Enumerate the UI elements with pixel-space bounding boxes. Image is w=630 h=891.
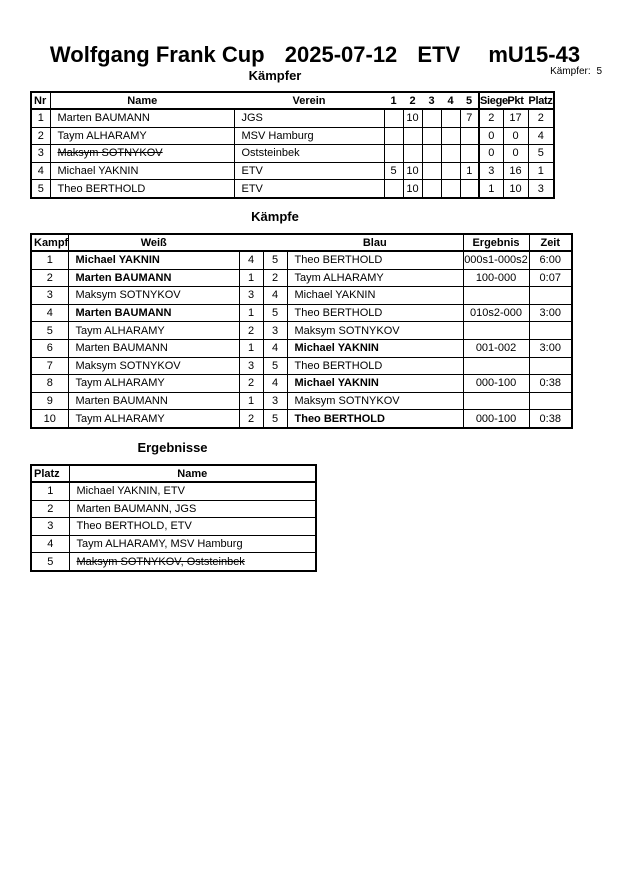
table-row bbox=[31, 269, 572, 287]
zeit-cell bbox=[529, 287, 572, 305]
col-header-verein: Verein bbox=[234, 92, 384, 109]
weiss-nr-cell: 1 bbox=[239, 304, 263, 322]
table-row bbox=[31, 392, 572, 410]
kaempfe-table bbox=[30, 233, 573, 429]
ergebnis-cell bbox=[463, 357, 529, 375]
weiss-cell: Maksym SOTNYKOV bbox=[68, 357, 239, 375]
platz-cell: 1 bbox=[31, 482, 69, 500]
table-row bbox=[31, 482, 316, 500]
ergebnisse-header-row bbox=[31, 465, 316, 482]
title-club: ETV bbox=[417, 42, 461, 67]
score-cell bbox=[422, 109, 441, 127]
name-cell: Michael YAKNIN, ETV bbox=[69, 482, 316, 500]
platz-cell: 4 bbox=[528, 127, 554, 145]
verein-cell: JGS bbox=[234, 109, 384, 127]
platz-cell: 5 bbox=[528, 145, 554, 163]
nr-cell: 3 bbox=[31, 145, 50, 163]
table-row bbox=[31, 553, 316, 571]
table-row bbox=[31, 535, 316, 553]
table-row bbox=[31, 162, 554, 180]
score-cell: 1 bbox=[460, 162, 479, 180]
weiss-cell: Taym ALHARAMY bbox=[68, 410, 239, 428]
siege-cell: 1 bbox=[479, 180, 503, 198]
table-row bbox=[31, 287, 572, 305]
score-cell: 5 bbox=[384, 162, 403, 180]
score-cell bbox=[441, 162, 460, 180]
kampf-cell: 7 bbox=[31, 357, 68, 375]
name-cell: Theo BERTHOLD bbox=[50, 180, 234, 198]
zeit-cell bbox=[529, 322, 572, 340]
col-header-zeit: Zeit bbox=[529, 234, 572, 251]
ergebnis-cell: 000-100 bbox=[463, 375, 529, 393]
platz-cell: 2 bbox=[31, 500, 69, 518]
kaempfer-header-row bbox=[31, 92, 554, 109]
score-cell bbox=[422, 180, 441, 198]
blau-cell: Theo BERTHOLD bbox=[287, 410, 463, 428]
score-cell: 10 bbox=[403, 162, 422, 180]
score-cell bbox=[441, 145, 460, 163]
score-cell bbox=[460, 180, 479, 198]
score-cell bbox=[441, 127, 460, 145]
table-row bbox=[31, 357, 572, 375]
platz-cell: 2 bbox=[528, 109, 554, 127]
kampf-cell: 10 bbox=[31, 410, 68, 428]
score-cell bbox=[384, 180, 403, 198]
col-header-nr: Nr bbox=[31, 92, 50, 109]
blau-cell: Michael YAKNIN bbox=[287, 339, 463, 357]
table-row bbox=[31, 145, 554, 163]
zeit-cell: 3:00 bbox=[529, 304, 572, 322]
kaempfer-table bbox=[30, 91, 555, 199]
page-title bbox=[0, 42, 630, 68]
score-cell bbox=[384, 145, 403, 163]
blau-cell: Michael YAKNIN bbox=[287, 287, 463, 305]
col-header-blau: Blau bbox=[287, 234, 463, 251]
siege-cell: 3 bbox=[479, 162, 503, 180]
weiss-nr-cell: 3 bbox=[239, 357, 263, 375]
weiss-nr-cell: 2 bbox=[239, 375, 263, 393]
name-cell: Maksym SOTNYKOV bbox=[50, 145, 234, 163]
kampf-cell: 3 bbox=[31, 287, 68, 305]
table-row bbox=[31, 180, 554, 198]
blau-cell: Maksym SOTNYKOV bbox=[287, 322, 463, 340]
blau-cell: Theo BERTHOLD bbox=[287, 304, 463, 322]
weiss-cell: Marten BAUMANN bbox=[68, 304, 239, 322]
ergebnis-cell: 000-100 bbox=[463, 410, 529, 428]
title-category: mU15-43 bbox=[488, 42, 581, 67]
table-row bbox=[31, 251, 572, 269]
weiss-cell: Marten BAUMANN bbox=[68, 392, 239, 410]
name-cell: Michael YAKNIN bbox=[50, 162, 234, 180]
ergebnis-cell bbox=[463, 392, 529, 410]
col-header-round-1: 1 bbox=[384, 92, 403, 109]
col-header-round-4: 4 bbox=[441, 92, 460, 109]
weiss-nr-cell: 2 bbox=[239, 322, 263, 340]
weiss-cell: Michael YAKNIN bbox=[68, 251, 239, 269]
weiss-cell: Maksym SOTNYKOV bbox=[68, 287, 239, 305]
verein-cell: MSV Hamburg bbox=[234, 127, 384, 145]
weiss-nr-cell: 4 bbox=[239, 251, 263, 269]
score-cell bbox=[384, 109, 403, 127]
nr-cell: 2 bbox=[31, 127, 50, 145]
ergebnis-cell: 010s2-000 bbox=[463, 304, 529, 322]
verein-cell: ETV bbox=[234, 180, 384, 198]
table-row bbox=[31, 127, 554, 145]
table-row bbox=[31, 339, 572, 357]
blau-nr-cell: 4 bbox=[263, 339, 287, 357]
col-header-weiss-nr bbox=[239, 234, 263, 251]
col-header-round-5: 5 bbox=[460, 92, 479, 109]
zeit-cell bbox=[529, 392, 572, 410]
title-event: Wolfgang Frank Cup bbox=[49, 42, 265, 67]
score-cell: 10 bbox=[403, 109, 422, 127]
table-row bbox=[31, 322, 572, 340]
col-header-round-2: 2 bbox=[403, 92, 422, 109]
name-cell: Marten BAUMANN bbox=[50, 109, 234, 127]
zeit-cell: 3:00 bbox=[529, 339, 572, 357]
nr-cell: 5 bbox=[31, 180, 50, 198]
ergebnis-cell: 000s1-000s2 bbox=[463, 251, 529, 269]
kampf-cell: 1 bbox=[31, 251, 68, 269]
table-row bbox=[31, 109, 554, 127]
kampf-cell: 5 bbox=[31, 322, 68, 340]
table-row bbox=[31, 500, 316, 518]
ergebnis-cell: 100-000 bbox=[463, 269, 529, 287]
platz-cell: 3 bbox=[528, 180, 554, 198]
blau-nr-cell: 3 bbox=[263, 392, 287, 410]
score-cell: 7 bbox=[460, 109, 479, 127]
zeit-cell: 0:38 bbox=[529, 410, 572, 428]
col-header-ergebnis: Ergebnis bbox=[463, 234, 529, 251]
score-cell bbox=[460, 127, 479, 145]
kampf-cell: 6 bbox=[31, 339, 68, 357]
blau-nr-cell: 4 bbox=[263, 287, 287, 305]
zeit-cell: 6:00 bbox=[529, 251, 572, 269]
pkt-cell: 0 bbox=[503, 145, 528, 163]
blau-nr-cell: 3 bbox=[263, 322, 287, 340]
fighters-count-label: Kämpfer: bbox=[550, 66, 591, 77]
score-cell bbox=[441, 180, 460, 198]
blau-nr-cell: 5 bbox=[263, 357, 287, 375]
section-heading-ergebnisse: Ergebnisse bbox=[137, 440, 208, 455]
blau-cell: Maksym SOTNYKOV bbox=[287, 392, 463, 410]
blau-cell: Theo BERTHOLD bbox=[287, 251, 463, 269]
ergebnisse-table bbox=[30, 464, 317, 572]
ergebnis-cell bbox=[463, 287, 529, 305]
kampf-cell: 2 bbox=[31, 269, 68, 287]
weiss-nr-cell: 1 bbox=[239, 392, 263, 410]
fighters-count-value: 5 bbox=[596, 66, 602, 77]
weiss-cell: Marten BAUMANN bbox=[68, 339, 239, 357]
platz-cell: 4 bbox=[31, 535, 69, 553]
name-cell: Taym ALHARAMY, MSV Hamburg bbox=[69, 535, 316, 553]
pkt-cell: 17 bbox=[503, 109, 528, 127]
col-header-platz: Platz bbox=[31, 465, 69, 482]
ergebnis-cell: 001-002 bbox=[463, 339, 529, 357]
col-header-platz: Platz bbox=[528, 92, 554, 109]
score-cell bbox=[441, 109, 460, 127]
col-header-siege: Siege bbox=[479, 92, 503, 109]
table-row bbox=[31, 304, 572, 322]
section-heading-kaempfe: Kämpfe bbox=[251, 209, 299, 224]
weiss-nr-cell: 2 bbox=[239, 410, 263, 428]
siege-cell: 0 bbox=[479, 145, 503, 163]
blau-cell: Michael YAKNIN bbox=[287, 375, 463, 393]
weiss-nr-cell: 3 bbox=[239, 287, 263, 305]
weiss-nr-cell: 1 bbox=[239, 339, 263, 357]
score-cell bbox=[384, 127, 403, 145]
blau-nr-cell: 2 bbox=[263, 269, 287, 287]
weiss-cell: Marten BAUMANN bbox=[68, 269, 239, 287]
weiss-cell: Taym ALHARAMY bbox=[68, 375, 239, 393]
score-cell: 10 bbox=[403, 180, 422, 198]
col-header-round-3: 3 bbox=[422, 92, 441, 109]
col-header-pkt: Pkt bbox=[503, 92, 528, 109]
blau-nr-cell: 5 bbox=[263, 251, 287, 269]
blau-cell: Theo BERTHOLD bbox=[287, 357, 463, 375]
weiss-cell: Taym ALHARAMY bbox=[68, 322, 239, 340]
kaempfe-header-row bbox=[31, 234, 572, 251]
name-cell: Taym ALHARAMY bbox=[50, 127, 234, 145]
name-cell: Maksym SOTNYKOV, Oststeinbek bbox=[69, 553, 316, 571]
zeit-cell bbox=[529, 357, 572, 375]
pkt-cell: 16 bbox=[503, 162, 528, 180]
col-header-blau-nr bbox=[263, 234, 287, 251]
table-row bbox=[31, 518, 316, 536]
blau-nr-cell: 4 bbox=[263, 375, 287, 393]
siege-cell: 0 bbox=[479, 127, 503, 145]
col-header-name: Name bbox=[69, 465, 316, 482]
nr-cell: 1 bbox=[31, 109, 50, 127]
fighters-count bbox=[550, 66, 602, 77]
name-cell: Theo BERTHOLD, ETV bbox=[69, 518, 316, 536]
section-heading-kaempfer: Kämpfer bbox=[248, 68, 302, 83]
kampf-cell: 4 bbox=[31, 304, 68, 322]
score-cell bbox=[403, 145, 422, 163]
weiss-nr-cell: 1 bbox=[239, 269, 263, 287]
title-date: 2025-07-12 bbox=[284, 42, 398, 67]
zeit-cell: 0:38 bbox=[529, 375, 572, 393]
score-cell bbox=[422, 145, 441, 163]
pkt-cell: 0 bbox=[503, 127, 528, 145]
kampf-cell: 8 bbox=[31, 375, 68, 393]
score-cell bbox=[422, 162, 441, 180]
blau-nr-cell: 5 bbox=[263, 304, 287, 322]
col-header-name: Name bbox=[50, 92, 234, 109]
nr-cell: 4 bbox=[31, 162, 50, 180]
score-cell bbox=[422, 127, 441, 145]
verein-cell: ETV bbox=[234, 162, 384, 180]
name-cell: Marten BAUMANN, JGS bbox=[69, 500, 316, 518]
table-row bbox=[31, 410, 572, 428]
score-cell bbox=[403, 127, 422, 145]
col-header-weiss: Weiß bbox=[68, 234, 239, 251]
score-cell bbox=[460, 145, 479, 163]
kampf-cell: 9 bbox=[31, 392, 68, 410]
verein-cell: Oststeinbek bbox=[234, 145, 384, 163]
platz-cell: 5 bbox=[31, 553, 69, 571]
table-row bbox=[31, 375, 572, 393]
blau-cell: Taym ALHARAMY bbox=[287, 269, 463, 287]
siege-cell: 2 bbox=[479, 109, 503, 127]
col-header-kampf: Kampf bbox=[31, 234, 68, 251]
platz-cell: 1 bbox=[528, 162, 554, 180]
platz-cell: 3 bbox=[31, 518, 69, 536]
pkt-cell: 10 bbox=[503, 180, 528, 198]
ergebnis-cell bbox=[463, 322, 529, 340]
blau-nr-cell: 5 bbox=[263, 410, 287, 428]
zeit-cell: 0:07 bbox=[529, 269, 572, 287]
